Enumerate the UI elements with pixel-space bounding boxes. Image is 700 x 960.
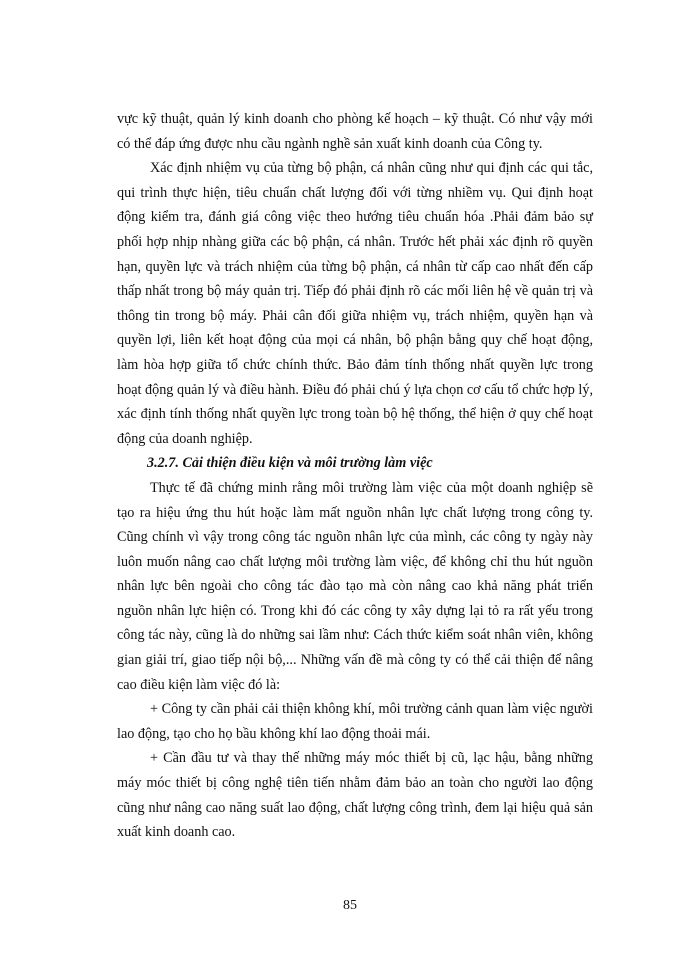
section-heading: 3.2.7. Cải thiện điều kiện và môi trường làm việc (147, 455, 433, 472)
paragraph-work-environment: Thực tế đã chứng minh rằng môi trường làm việc của một doanh nghiệp sẽ tạo ra hiệu ứng thu hút hoặc làm mất nguồn nhân lực chất lượng trong công ty. Cũng chính vì vậy trong công tác nguồn nhân lực của mình, các công ty ngày này luôn muốn nâng cao chất lượng môi trường làm việc, để không chỉ thu hút nguồn nhân lực bên ngoài cho công tác đào tạo mà còn nâng cao khả năng phát triển nguồn nhân lực hiện có. Trong khi đó các công ty xây dựng lại tỏ ra rất yếu trong công tác này, cũng là do những sai lầm như: Cách thức kiểm soát nhân viên, không gian giải trí, giao tiếp nội bộ,... Những vấn đề mà công ty có thể cải thiện để nâng cao điều kiện làm việc đó là: (117, 479, 593, 693)
bullet-replace-equipment: + Cần đầu tư và thay thế những máy móc thiết bị cũ, lạc hậu, bằng những máy móc thiết bị công nghệ tiên tiến nhằm đảm bảo an toàn cho người lao động cũng như nâng cao năng suất lao động, chất lượng công trình, đem lại hiệu quả sản xuất kinh doanh cao. (117, 750, 593, 841)
page-number: 85 (343, 898, 357, 913)
paragraph-duties: Xác định nhiệm vụ của từng bộ phận, cá nhân cũng như qui định các qui tắc, qui trình thực hiện, tiêu chuẩn chất lượng đối với từng nhiềm vụ. Qui định hoạt động kiểm tra, đánh giá công việc theo hướng tiêu chuẩn hóa .Phải đảm bảo sự phối hợp nhịp nhàng giữa các bộ phận, cá nhân. Trước hết phải xác định rõ quyền hạn, quyền lực và trách nhiệm của từng bộ phận, cá nhân từ cấp cao nhất đến cấp thấp nhất trong bộ máy quản trị. Tiếp đó phải định rõ các mối liên hệ về quản trị và thông tin trong bộ máy. Phải cân đối giữa nhiệm vụ, trách nhiệm, quyền hạn và quyền lợi, liên kết hoạt động của mọi cá nhân, bộ phận bằng quy chế hoạt động, làm hòa hợp giữa tổ chức chính thức. Bảo đảm tính thống nhất quyền lực trong hoạt động quản lý và điều hành. Điều đó phải chú ý lựa chọn cơ cấu tổ chức hợp lý, xác định tính thống nhất quyền lực trong toàn bộ hệ thống, thể hiện ở quy chế hoạt động của doanh nghiệp. (117, 160, 593, 447)
body-text (117, 107, 593, 845)
bullet-improve-atmosphere: + Công ty cần phải cải thiện không khí, môi trường cảnh quan làm việc người lao động, tạo cho họ bầu không khí lao động thoải mái. (117, 701, 593, 742)
paragraph-continuation: vực kỹ thuật, quản lý kinh doanh cho phòng kế hoạch – kỹ thuật. Có như vậy mới có thể đáp ứng được nhu cầu ngành nghề sản xuất kinh doanh của Công ty. (117, 111, 593, 152)
